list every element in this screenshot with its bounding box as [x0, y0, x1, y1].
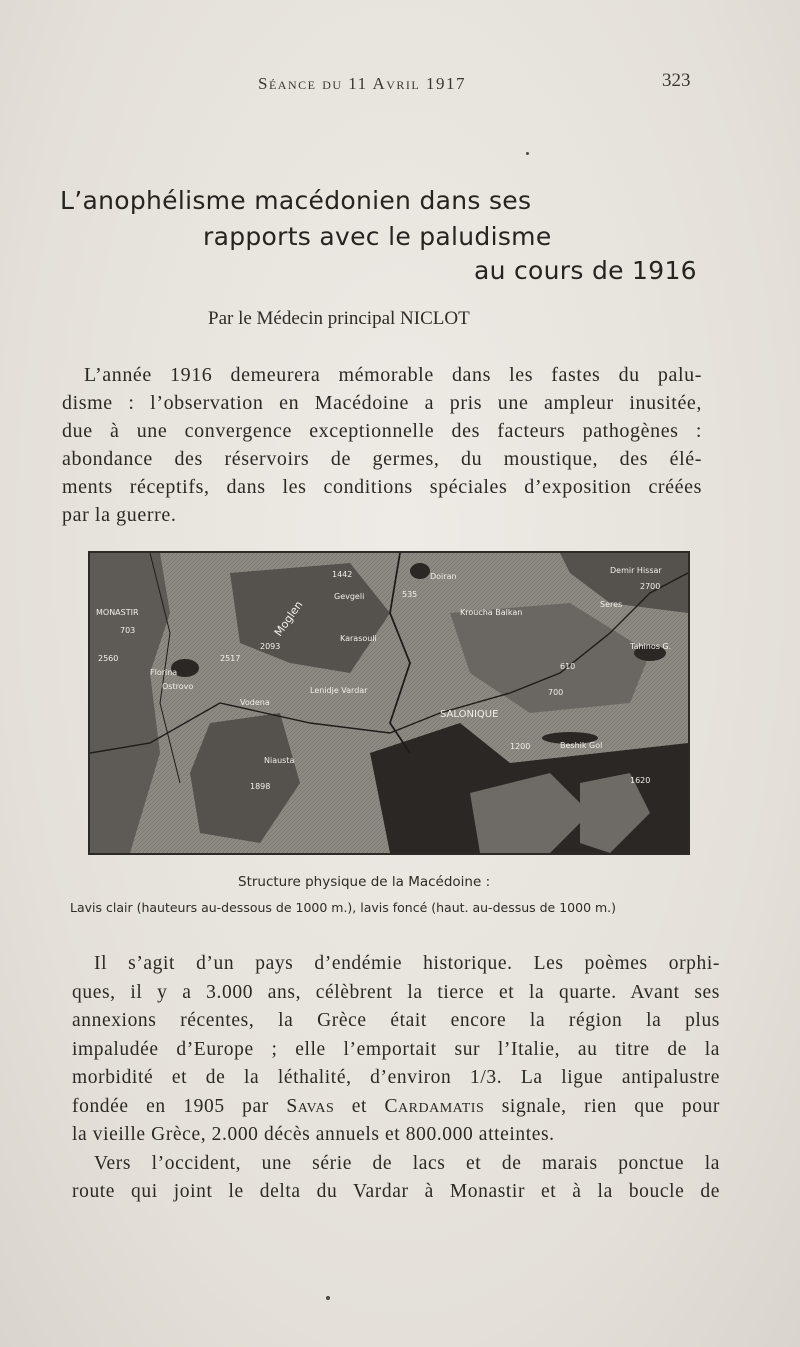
- map-label: 1620: [630, 776, 651, 785]
- page-number: 323: [662, 70, 691, 91]
- map-label: 535: [402, 590, 418, 599]
- map-label: Karasouli: [340, 634, 377, 643]
- map-label: Ostrovo: [162, 682, 194, 691]
- text-line: abondance des réservoirs de germes, du moustique, des élé-: [62, 448, 702, 470]
- figure-caption-legend: Lavis clair (hauteurs au-dessous de 1000 m.), lavis foncé (haut. au-dessus de 1000 m.): [70, 900, 617, 915]
- macedonia-relief-map: [88, 551, 690, 855]
- text-line: morbidité et de la léthalité, d’environ 1/3. La ligue antipalustre: [72, 1067, 720, 1088]
- map-label: Kroucha Balkan: [460, 608, 523, 617]
- map-label: Doiran: [430, 572, 457, 581]
- author-name-savas: Savas: [286, 1095, 335, 1117]
- text-line: due à une convergence exceptionnelle des facteurs pathogènes :: [62, 420, 702, 442]
- text-line: ques, il y a 3.000 ans, célèbrent la tierce et la quarte. Avant ses: [72, 981, 720, 1003]
- text-line: ments réceptifs, dans les conditions spéciales d’exposition créées: [62, 476, 702, 498]
- map-label: Beshik Gol: [560, 741, 603, 750]
- running-head: Séance du 11 Avril 1917: [258, 74, 466, 93]
- text-segment: fondée en 1905 par: [72, 1095, 287, 1117]
- text-line: L’année 1916 demeurera mémorable dans les fastes du palu-: [84, 364, 702, 386]
- text-line: route qui joint le delta du Vardar à Monastir et à la boucle de: [72, 1181, 720, 1202]
- map-label: Lenidje Vardar: [310, 686, 368, 695]
- text-line: annexions récentes, la Grèce était encore la région la plus: [72, 1010, 720, 1031]
- map-label: Seres: [600, 600, 623, 609]
- author-name-cardamatis: Cardamatis: [384, 1095, 485, 1117]
- intro-paragraph: [62, 361, 702, 529]
- text-line: par la guerre.: [62, 504, 177, 526]
- text-segment: signale, rien que pour: [484, 1095, 720, 1117]
- lake-doiran: [410, 563, 430, 579]
- map-label: 2517: [220, 654, 241, 663]
- map-label: 2700: [640, 582, 661, 591]
- map-label: Florina: [150, 668, 178, 677]
- text-line: la vieille Grèce, 2.000 décès annuels et 800.000 atteintes.: [72, 1124, 555, 1145]
- map-label: 1898: [250, 782, 271, 791]
- ink-speck: [326, 1296, 330, 1300]
- text-line: Vers l’occident, une série de lacs et de marais ponctue la: [94, 1152, 720, 1174]
- article-title-line-3: au cours de 1916: [474, 256, 697, 285]
- text-line: Il s’agit d’un pays d’endémie historique. Les poèmes orphi-: [94, 953, 720, 974]
- body-paragraph: [72, 950, 720, 1207]
- text-line: [72, 1093, 720, 1122]
- map-label: Vodena: [240, 698, 270, 707]
- map-label: 1442: [332, 570, 353, 579]
- figure-caption-title: Structure physique de la Macédoine :: [238, 874, 491, 890]
- map-label: MONASTIR: [96, 608, 139, 617]
- text-line: disme : l’observation en Macédoine a pris une ampleur inusitée,: [62, 392, 702, 414]
- article-title-line-1: L’anophélisme macédonien dans ses: [60, 186, 532, 215]
- article-title-line-2: rapports avec le paludisme: [203, 222, 552, 251]
- ink-speck: [526, 152, 529, 155]
- map-label: Niausta: [264, 756, 295, 765]
- map-label: 703: [120, 626, 136, 635]
- map-label: Tahinos G.: [630, 642, 672, 651]
- map-label: Moglen: [271, 598, 306, 639]
- map-label: Gevgeli: [334, 592, 365, 601]
- map-label: 2093: [260, 642, 281, 651]
- map-label: 2560: [98, 654, 119, 663]
- map-graphic: [90, 553, 688, 853]
- map-label: 700: [548, 688, 564, 697]
- map-label: Demir Hissar: [610, 566, 662, 575]
- map-label: SALONIQUE: [440, 709, 499, 720]
- map-label: 1200: [510, 742, 531, 751]
- text-line: impaludée d’Europe ; elle l’emportait sur l’Italie, au titre de la: [72, 1038, 720, 1060]
- map-label: 610: [560, 662, 576, 671]
- text-segment: et: [334, 1095, 385, 1117]
- author-byline: Par le Médecin principal NICLOT: [208, 308, 470, 329]
